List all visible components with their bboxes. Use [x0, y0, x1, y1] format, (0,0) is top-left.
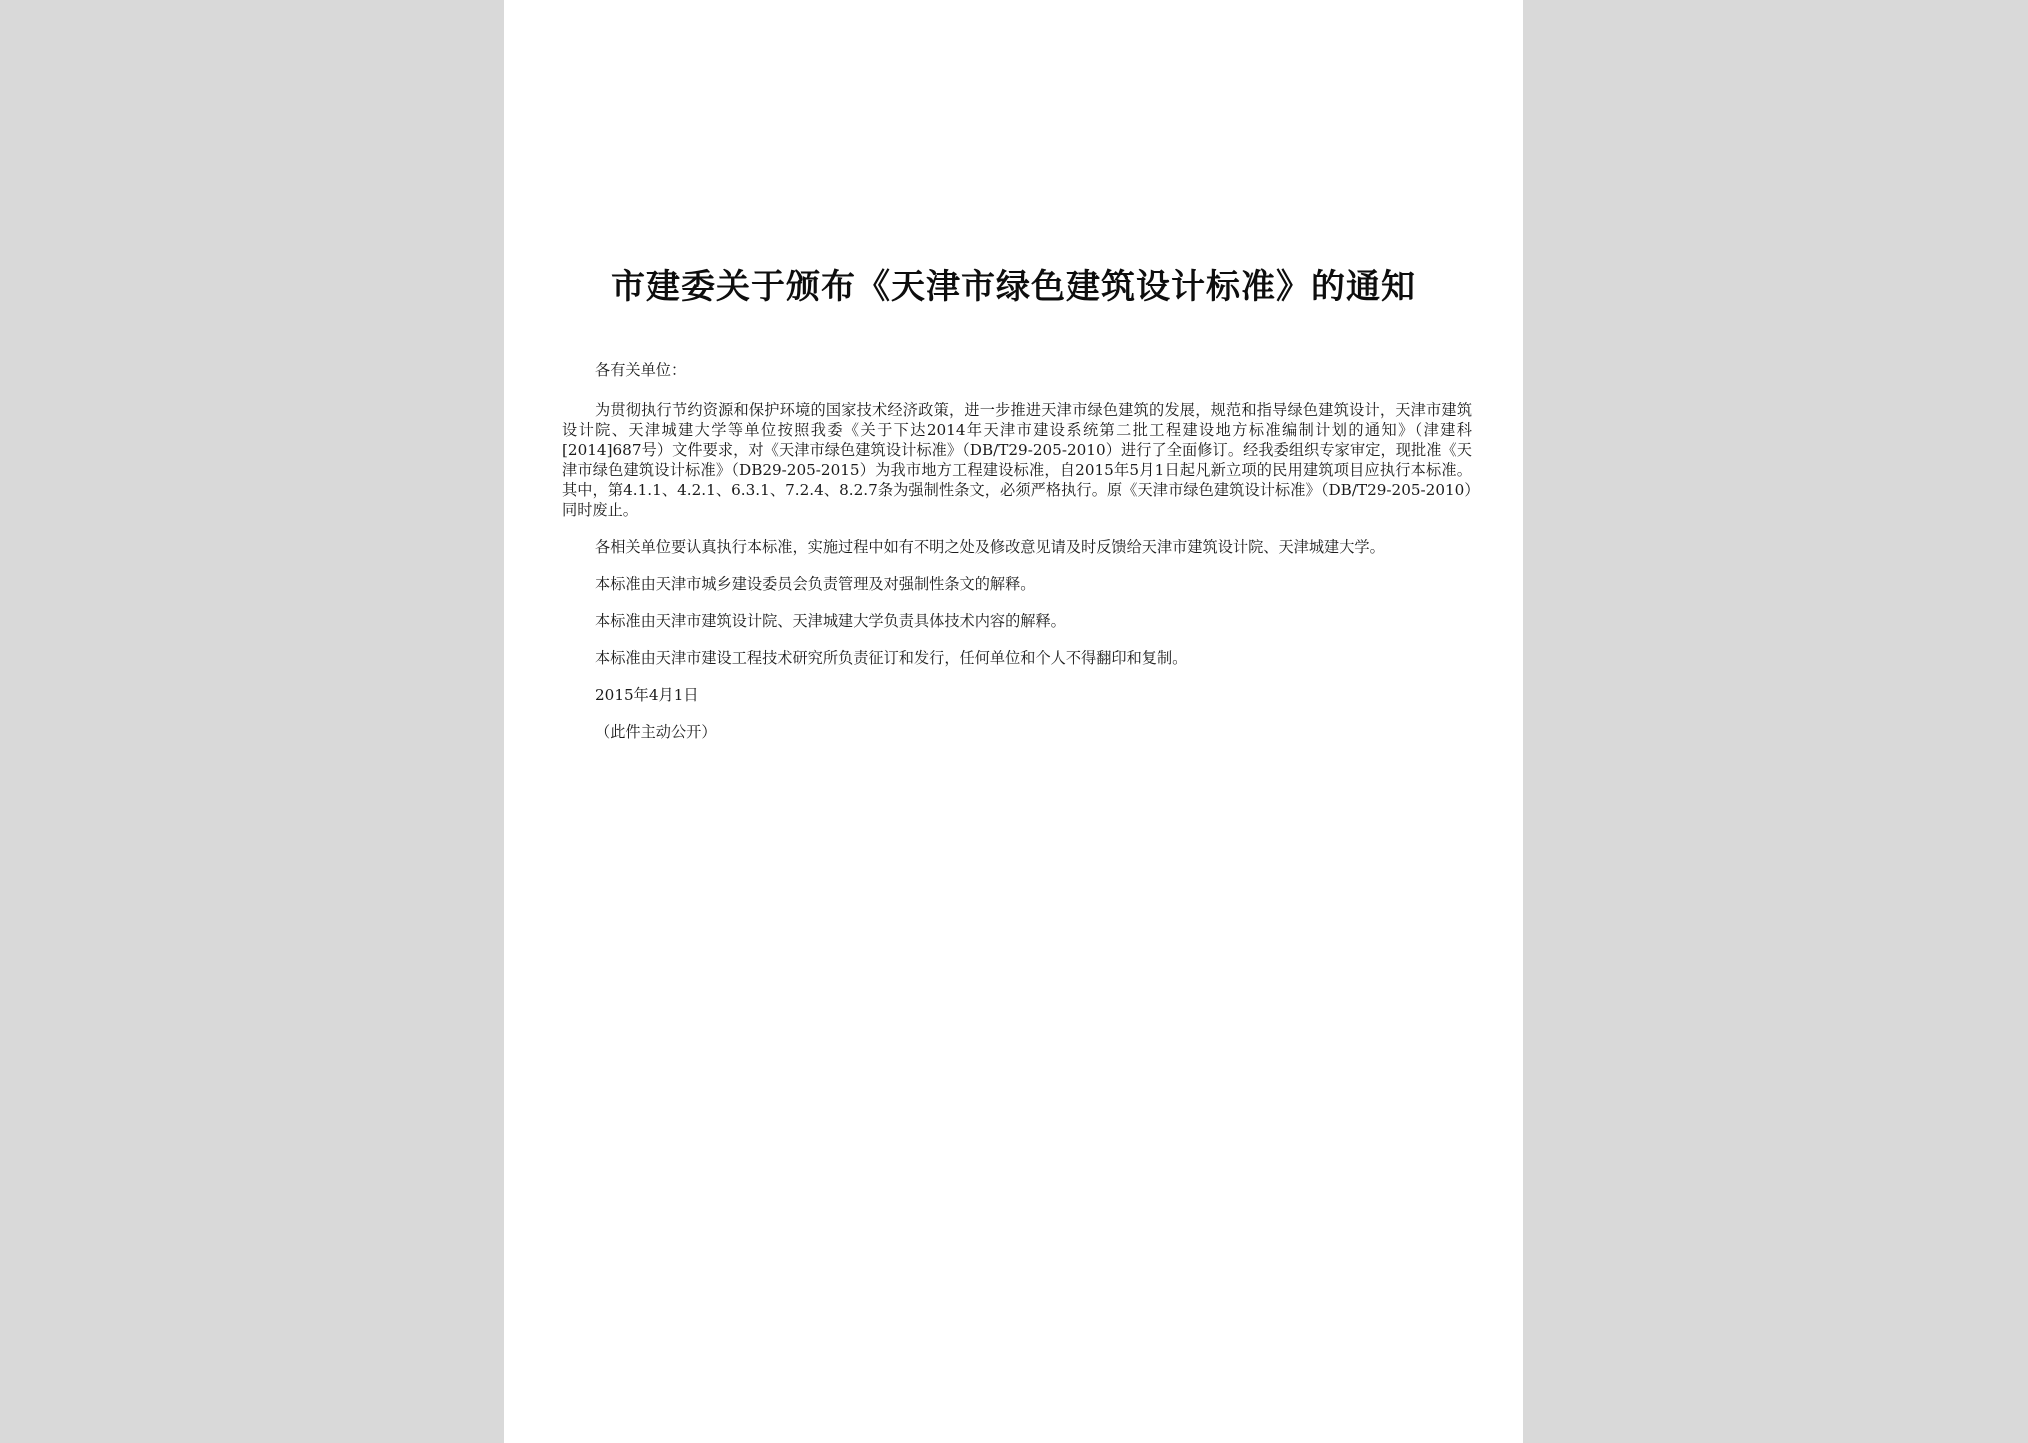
- document-title: 市建委关于颁布《天津市绿色建筑设计标准》的通知: [611, 267, 1416, 307]
- document-page: [504, 0, 1523, 1443]
- paragraph-main: 为贯彻执行节约资源和保护环境的国家技术经济政策，进一步推进天津市绿色建筑的发展，规范和指导绿色建筑设计，天津市建筑设计院、天津城建大学等单位按照我委《关于下达2014年天津市建设系统第二批工程建设地方标准编制计划的通知》（津建科[2014]687号）文件要求，对《天津市绿色建筑设计标准》（DB/T29-205-2010）进行了全面修订。经我委组织专家审定，现批准《天津市绿色建筑设计标准》（DB29-205-2015）为我市地方工程建设标准，自2015年5月1日起凡新立项的民用建筑项目应执行本标准。其中，第4.1.1、4.2.1、6.3.1、7.2.4、8.2.7条为强制性条文，必须严格执行。原《天津市绿色建筑设计标准》（DB/T29-205-2010）同时废止。: [562, 401, 1472, 519]
- document-date: 2015年4月1日: [595, 686, 699, 704]
- salutation: 各有关单位：: [595, 361, 687, 379]
- paragraph-technical: 本标准由天津市建筑设计院、天津城建大学负责具体技术内容的解释。: [595, 612, 1066, 630]
- document-body: [562, 360, 1472, 742]
- disclosure-note: （此件主动公开）: [595, 723, 717, 741]
- paragraph-distribution: 本标准由天津市建设工程技术研究所负责征订和发行，任何单位和个人不得翻印和复制。: [595, 649, 1188, 667]
- paragraph-feedback: 各相关单位要认真执行本标准，实施过程中如有不明之处及修改意见请及时反馈给天津市建筑设计院、天津城建大学。: [595, 538, 1385, 556]
- paragraph-management: 本标准由天津市城乡建设委员会负责管理及对强制性条文的解释。: [595, 575, 1036, 593]
